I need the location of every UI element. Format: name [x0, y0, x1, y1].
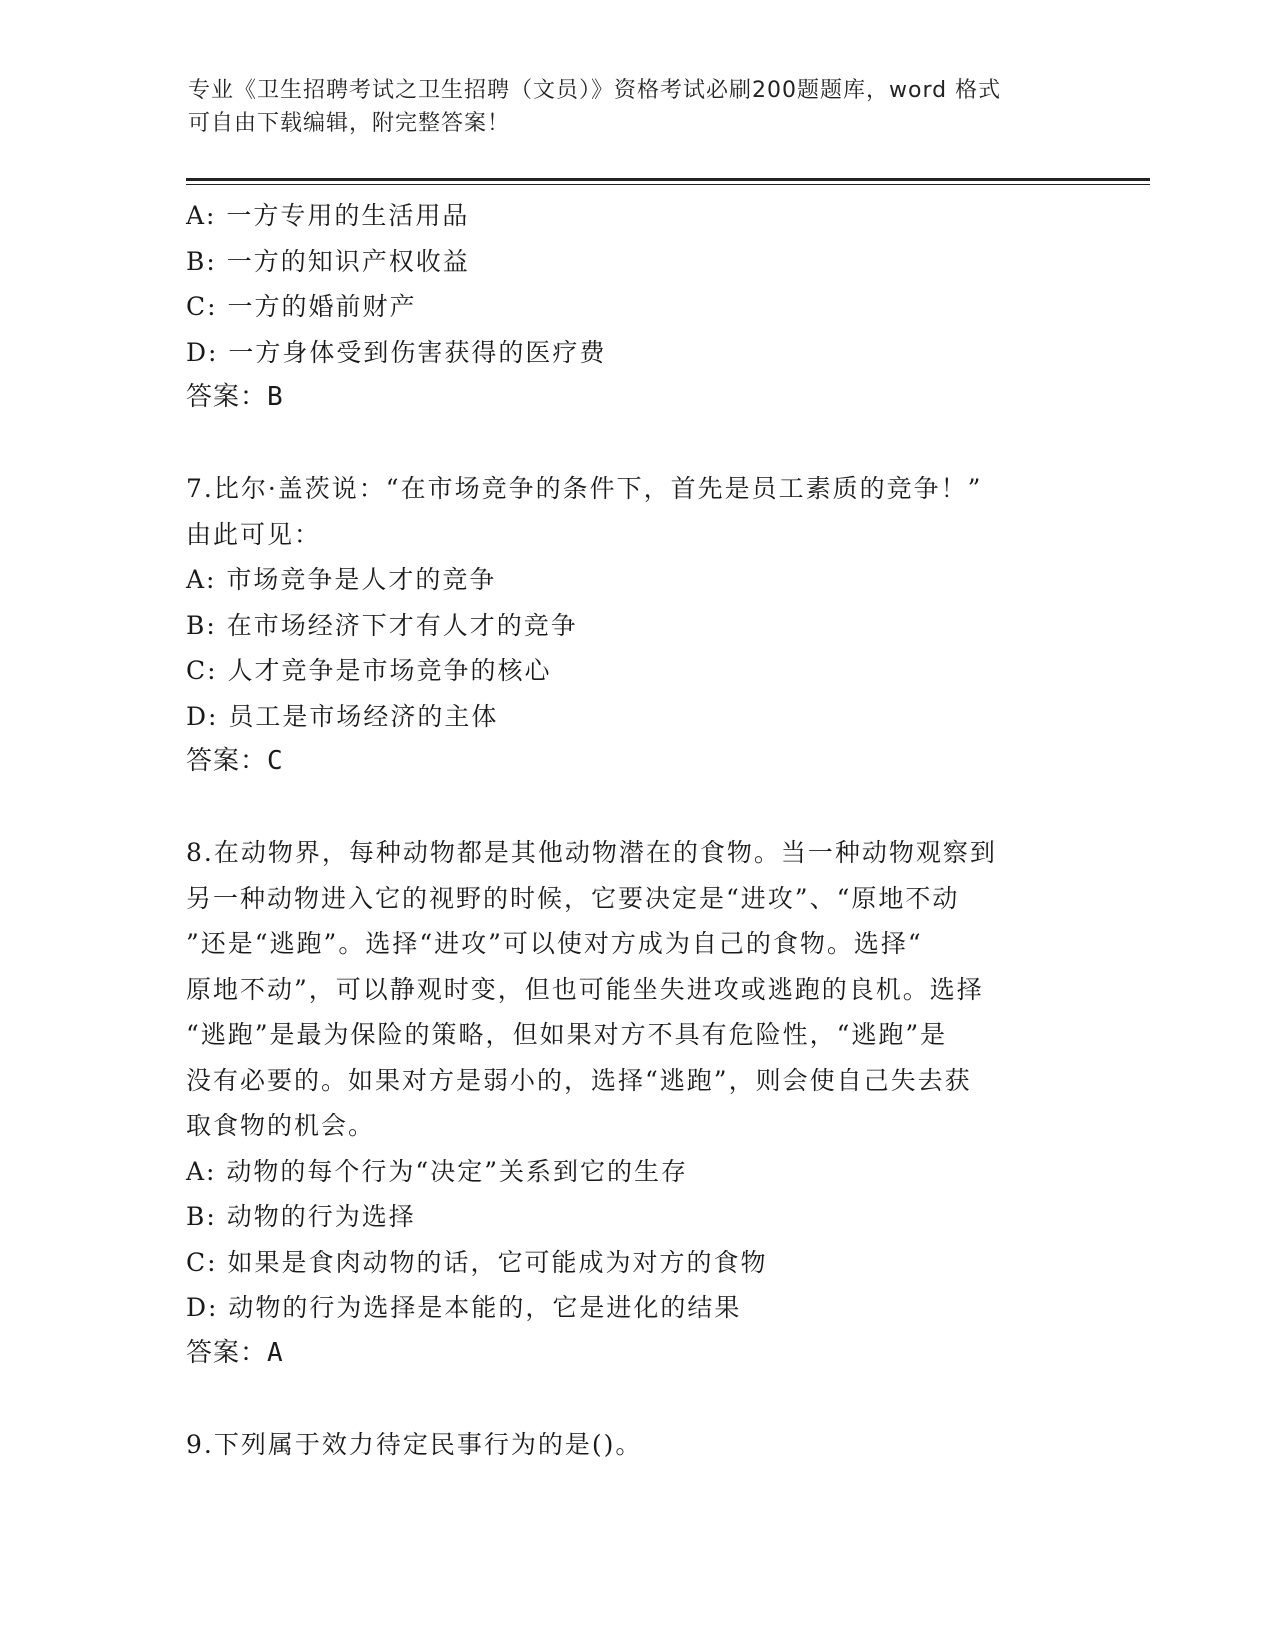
option-c: C: 如果是食肉动物的话，它可能成为对方的食物 — [186, 1247, 768, 1277]
option-a: A: 市场竞争是人才的竞争 — [186, 565, 497, 594]
option-a: A: 动物的每个行为“决定”关系到它的生存 — [186, 1156, 688, 1186]
answer-label: 答案： — [186, 746, 268, 776]
spacer — [186, 785, 1066, 831]
answer-label: 答案： — [186, 1337, 268, 1368]
answer-label: 答案： — [186, 382, 268, 412]
option-c: C: 一方的婚前财产 — [186, 292, 417, 321]
answer-value: C — [267, 746, 284, 776]
spacer — [186, 421, 1066, 467]
question-6 — [186, 193, 1066, 421]
question-stem-line: 取食物的机会。 — [186, 1111, 376, 1140]
option-b: B: 动物的行为选择 — [186, 1202, 416, 1231]
answer — [186, 1331, 1066, 1377]
question-7 — [186, 466, 1066, 785]
option-c: C: 人才竞争是市场竞争的核心 — [186, 656, 552, 685]
question-stem-line: 7.比尔·盖茨说：“在市场竞争的条件下，首先是员工素质的竞争！” — [186, 474, 983, 503]
option-d: D: 员工是市场经济的主体 — [186, 701, 499, 731]
question-stem-line: ”还是“逃跑”。选择“进攻”可以使对方成为自己的食物。选择“ — [186, 929, 923, 958]
question-9 — [186, 1422, 1066, 1468]
answer-value: A — [267, 1337, 284, 1368]
header-rule-thin — [186, 184, 1150, 185]
question-stem-line: 8.在动物界，每种动物都是其他动物潜在的食物。当一种动物观察到 — [186, 838, 997, 867]
question-stem-line: 另一种动物进入它的视野的时候，它要决定是“进攻”、“原地不动 — [186, 883, 960, 913]
answer — [186, 375, 1066, 421]
option-d: D: 动物的行为选择是本能的，它是进化的结果 — [186, 1293, 742, 1322]
header-line-1: 专业《卫生招聘考试之卫生招聘（文员）》资格考试必刷200题题库，word 格式 — [188, 78, 1002, 103]
question-stem-line: 原地不动”，可以静观时变，但也可能坐失进攻或逃跑的良机。选择 — [186, 974, 984, 1004]
question-stem-line: 没有必要的。如果对方是弱小的，选择“逃跑”，则会使自己失去获 — [186, 1065, 972, 1095]
answer-value: B — [267, 382, 284, 412]
document-body — [186, 193, 1066, 1467]
question-stem-line: 9.下列属于效力待定民事行为的是()。 — [186, 1429, 643, 1459]
option-b: B: 在市场经济下才有人才的竞争 — [186, 610, 578, 640]
spacer — [186, 1376, 1066, 1422]
question-8 — [186, 830, 1066, 1376]
question-stem-line: 由此可见： — [186, 519, 322, 549]
header-line-2: 可自由下载编辑，附完整答案！ — [188, 111, 511, 136]
option-a: A: 一方专用的生活用品 — [186, 201, 470, 230]
answer — [186, 739, 1066, 785]
question-stem-line: “逃跑”是最为保险的策略，但如果对方不具有危险性，“逃跑”是 — [186, 1020, 948, 1049]
option-d: D: 一方身体受到伤害获得的医疗费 — [186, 337, 607, 367]
document-header — [188, 74, 1068, 140]
option-b: B: 一方的知识产权收益 — [186, 246, 470, 276]
header-rule-thick — [186, 178, 1150, 181]
